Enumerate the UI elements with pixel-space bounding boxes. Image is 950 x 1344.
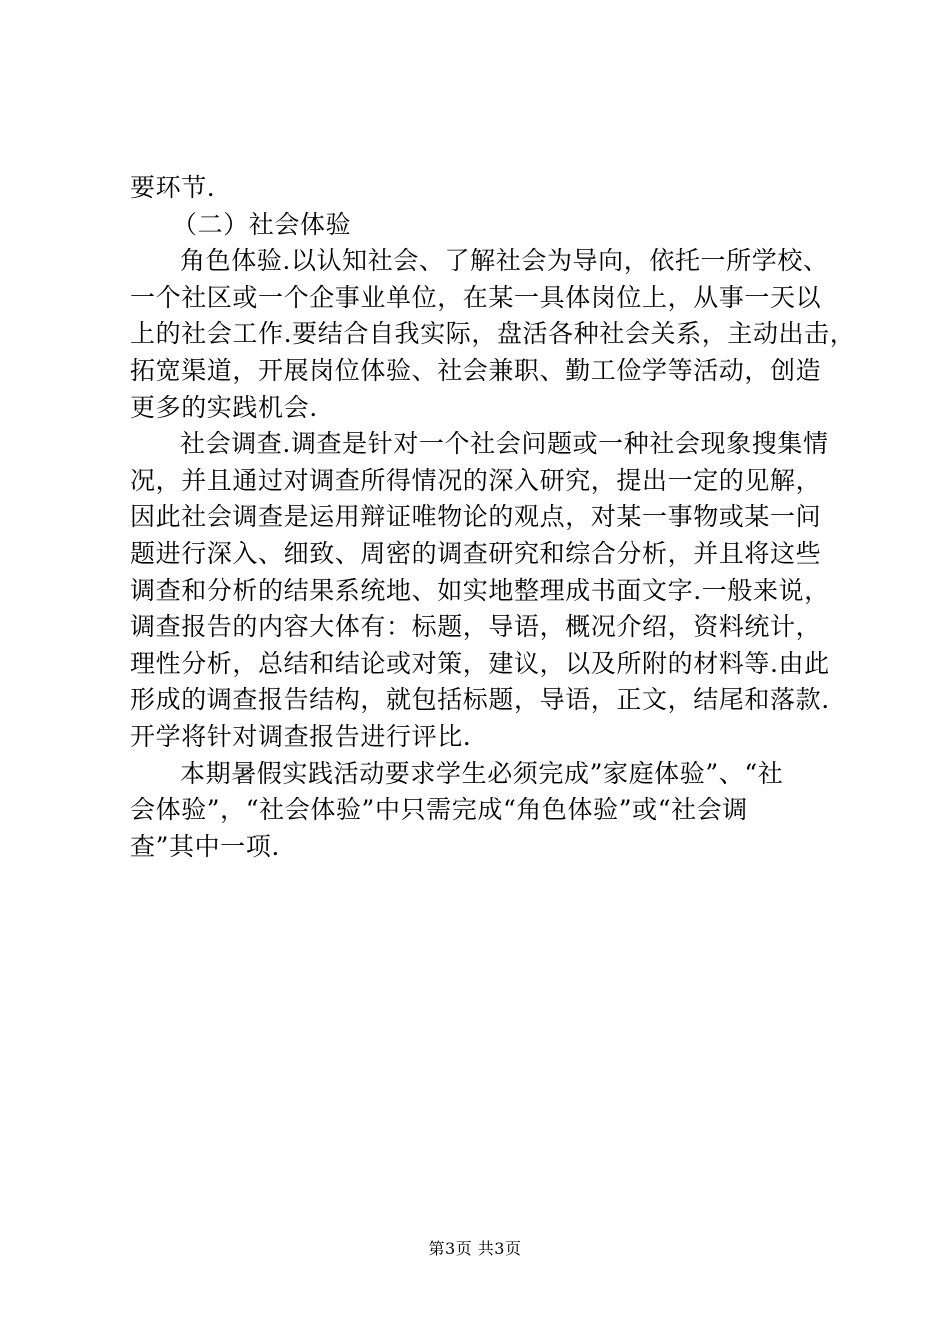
page-number-footer: 第3页 共3页 <box>428 1239 522 1258</box>
paragraph-line: 形成的调查报告结构，就包括标题，导语，正文，结尾和落款. <box>130 685 830 715</box>
paragraph-line: 调查和分析的结果系统地、如实地整理成书面文字.一般来说， <box>130 575 830 605</box>
paragraph-line: 况，并且通过对调查所得情况的深入研究，提出一定的见解， <box>130 465 822 495</box>
document-body <box>130 170 856 865</box>
paragraph-line: 理性分析，总结和结论或对策，建议，以及所附的材料等.由此 <box>130 648 830 678</box>
paragraph-line: 本期暑假实践活动要求学生必须完成”家庭体验”、“社 <box>180 758 784 788</box>
paragraph-line: 会体验”，“社会体验”中只需完成“角色体验”或“社会调 <box>130 795 748 825</box>
section-heading: （二）社会体验 <box>172 209 352 239</box>
paragraph-line: 开学将针对调查报告进行评比. <box>130 721 472 751</box>
paragraph-line: 因此社会调查是运用辩证唯物论的观点，对某一事物或某一问 <box>130 502 822 532</box>
paragraph-line: 查”其中一项. <box>130 831 280 861</box>
paragraph-line: 题进行深入、细致、周密的调查研究和综合分析，并且将这些 <box>130 538 822 568</box>
paragraph-line: 社会调查.调查是针对一个社会问题或一种社会现象搜集情 <box>180 429 829 459</box>
paragraph-line: 角色体验.以认知社会、了解社会为导向，依托一所学校、 <box>180 246 829 276</box>
paragraph-line: 一个社区或一个企事业单位，在某一具体岗位上，从事一天以 <box>130 282 822 312</box>
paragraph-line: 上的社会工作.要结合自我实际，盘活各种社会关系，主动出击， <box>130 319 856 349</box>
paragraph-line: 调查报告的内容大体有：标题，导语，概况介绍，资料统计， <box>130 612 822 642</box>
paragraph-line: 拓宽渠道，开展岗位体验、社会兼职、勤工俭学等活动，创造 <box>130 355 822 385</box>
paragraph-line: 要环节. <box>130 173 216 202</box>
paragraph-line: 更多的实践机会. <box>130 392 318 422</box>
